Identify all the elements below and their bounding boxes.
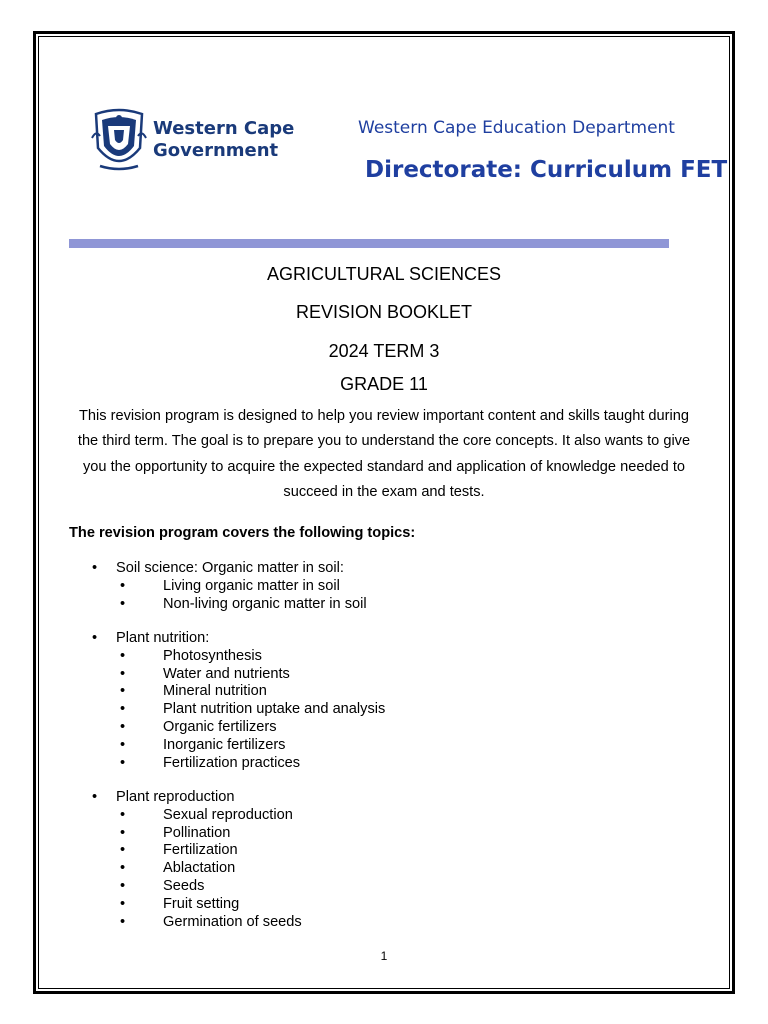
topic-item bbox=[92, 629, 209, 647]
bullet-glyph: • bbox=[120, 683, 126, 700]
topic-label: Plant nutrition: bbox=[116, 630, 210, 646]
bullet-glyph: • bbox=[120, 595, 126, 612]
subtopic-label: Non-living organic matter in soil bbox=[163, 595, 367, 612]
subtopic-item bbox=[120, 806, 293, 824]
subtopic-item bbox=[120, 718, 277, 736]
government-name-line1: Western Cape bbox=[153, 118, 295, 139]
department-name: Western Cape Education Department bbox=[358, 118, 675, 138]
subtopic-label: Sexual reproduction bbox=[163, 806, 293, 823]
subtopic-item bbox=[120, 700, 385, 718]
bullet-glyph: • bbox=[120, 913, 126, 930]
subtopic-item bbox=[120, 859, 235, 877]
subtopic-label: Living organic matter in soil bbox=[163, 577, 340, 594]
subtopic-item bbox=[120, 841, 238, 859]
subtopic-item bbox=[120, 647, 262, 665]
header-divider bbox=[69, 239, 669, 248]
subtopic-label: Pollination bbox=[163, 824, 231, 841]
page-number: 1 bbox=[380, 949, 388, 963]
topics-heading: The revision program covers the following topics: bbox=[69, 525, 416, 541]
bullet-glyph: • bbox=[120, 824, 126, 841]
bullet-glyph: • bbox=[92, 630, 98, 646]
intro-paragraph: This revision program is designed to help you review important content and skills taught during the third term. The goal is to prepare you to understand the core concepts. It also wants to give you the opportunity to acquire the expected standard and application of knowledge needed to succeed in the exam and tests. bbox=[77, 408, 691, 500]
grade-title: GRADE 11 bbox=[340, 374, 428, 394]
bullet-glyph: • bbox=[120, 895, 126, 912]
bullet-glyph: • bbox=[120, 719, 126, 735]
bullet-glyph: • bbox=[120, 577, 126, 594]
bullet-glyph: • bbox=[120, 647, 126, 664]
subtopic-label: Ablactation bbox=[163, 860, 236, 877]
bullet-glyph: • bbox=[120, 736, 126, 753]
bullet-glyph: • bbox=[120, 754, 126, 771]
subtopic-label: Fertilization practices bbox=[163, 754, 301, 771]
government-name-line2: Government bbox=[153, 140, 279, 161]
subtopic-item bbox=[120, 913, 302, 931]
booklet-title: REVISION BOOKLET bbox=[295, 302, 473, 322]
subtopic-item bbox=[120, 824, 230, 842]
subtopic-item bbox=[120, 682, 267, 700]
subtopic-item bbox=[120, 665, 290, 683]
bullet-glyph: • bbox=[120, 878, 126, 894]
subtopic-label: Fruit setting bbox=[163, 895, 240, 912]
subtopic-label: Inorganic fertilizers bbox=[163, 736, 286, 753]
subtopic-item bbox=[120, 877, 204, 895]
western-cape-crest-icon bbox=[90, 108, 148, 174]
subtopic-label: Photosynthesis bbox=[163, 647, 262, 664]
bullet-glyph: • bbox=[120, 701, 126, 718]
term-title: 2024 TERM 3 bbox=[328, 341, 440, 361]
subtopic-label: Mineral nutrition bbox=[163, 683, 267, 700]
government-name bbox=[153, 118, 294, 162]
bullet-glyph: • bbox=[120, 842, 126, 859]
subtopic-label: Plant nutrition uptake and analysis bbox=[163, 701, 386, 718]
topic-item bbox=[92, 788, 234, 806]
bullet-glyph: • bbox=[120, 860, 126, 877]
subtopic-label: Water and nutrients bbox=[163, 665, 290, 682]
bullet-glyph: • bbox=[92, 789, 98, 805]
subject-title: AGRICULTURAL SCIENCES bbox=[266, 264, 502, 284]
subtopic-item bbox=[120, 595, 367, 613]
subtopic-item bbox=[120, 577, 340, 595]
bullet-glyph: • bbox=[92, 560, 98, 576]
subtopic-item bbox=[120, 895, 239, 913]
subtopic-item bbox=[120, 754, 300, 772]
topic-label: Soil science: Organic matter in soil: bbox=[116, 560, 344, 576]
subtopic-label: Germination of seeds bbox=[163, 913, 302, 930]
topic-item bbox=[92, 559, 344, 577]
subtopic-item bbox=[120, 736, 285, 754]
topic-label: Plant reproduction bbox=[116, 789, 235, 805]
subtopic-label: Organic fertilizers bbox=[163, 719, 277, 735]
bullet-glyph: • bbox=[120, 806, 126, 823]
subtopic-label: Seeds bbox=[163, 878, 205, 894]
directorate-title: Directorate: Curriculum FET bbox=[365, 157, 728, 183]
bullet-glyph: • bbox=[120, 665, 126, 682]
subtopic-label: Fertilization bbox=[163, 842, 238, 859]
